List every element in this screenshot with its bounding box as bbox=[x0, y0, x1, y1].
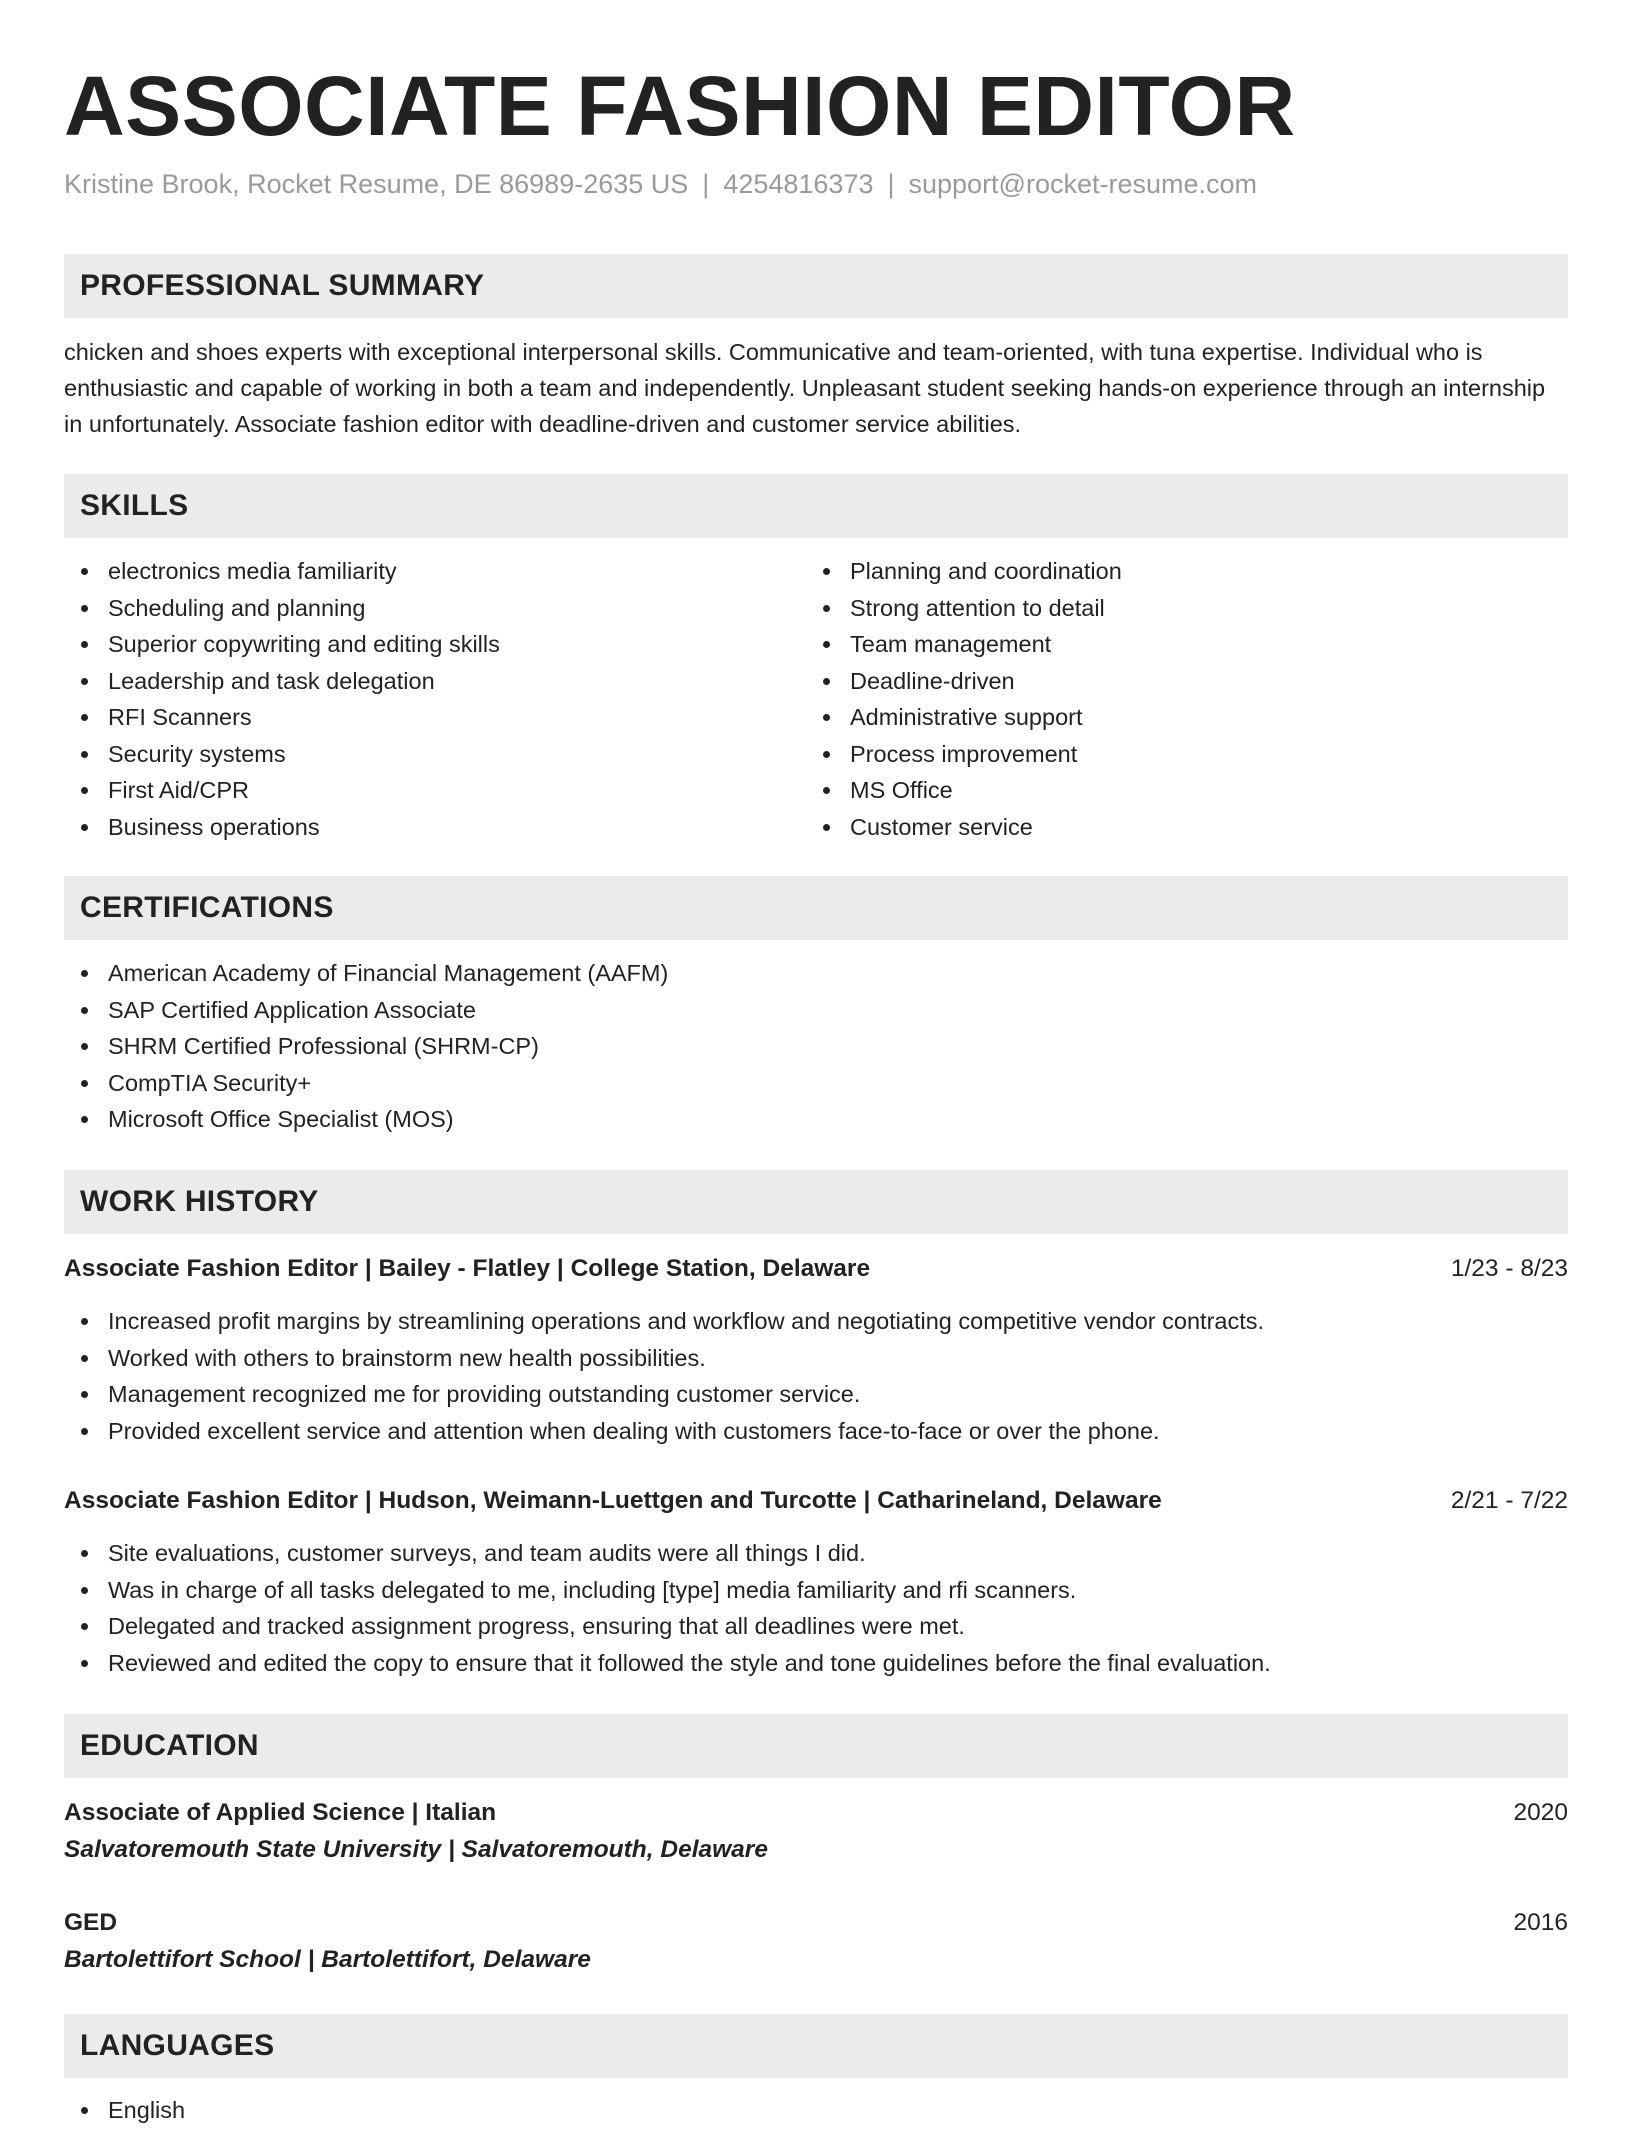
resume-title: ASSOCIATE FASHION EDITOR bbox=[64, 59, 1296, 153]
job-bullet: Provided excellent service and attention when dealing with customers face-to-face or over the phone. bbox=[64, 1413, 1264, 1450]
language-item: English bbox=[64, 2092, 185, 2129]
section-title: EDUCATION bbox=[80, 1729, 259, 1762]
certification-item: SAP Certified Application Associate bbox=[64, 992, 668, 1029]
education-degree: Associate of Applied Science | Italian bbox=[64, 1799, 497, 1826]
certification-item: CompTIA Security+ bbox=[64, 1065, 668, 1102]
section-header-skills bbox=[64, 474, 1568, 538]
skill-item: Deadline-driven bbox=[806, 663, 1122, 700]
skill-item: Administrative support bbox=[806, 699, 1122, 736]
education-school: Bartolettifort School | Bartolettifort, Delaware bbox=[64, 1946, 591, 1973]
skill-item: First Aid/CPR bbox=[64, 772, 500, 809]
section-header-certifications bbox=[64, 876, 1568, 940]
skill-item: Leadership and task delegation bbox=[64, 663, 500, 700]
skill-item: Strong attention to detail bbox=[806, 590, 1122, 627]
education-year: 2020 bbox=[1513, 1799, 1568, 1826]
contact-phone: 4254816373 bbox=[723, 169, 874, 199]
skill-item: electronics media familiarity bbox=[64, 553, 500, 590]
job-bullets bbox=[64, 1303, 1264, 1449]
contact-email: support@rocket-resume.com bbox=[908, 169, 1258, 199]
skill-item: Process improvement bbox=[806, 736, 1122, 773]
job-bullet: Management recognized me for providing outstanding customer service. bbox=[64, 1376, 1264, 1413]
section-title: LANGUAGES bbox=[80, 2029, 275, 2062]
education-degree: GED bbox=[64, 1909, 118, 1936]
certifications-list bbox=[64, 955, 668, 1138]
skill-item: Customer service bbox=[806, 809, 1122, 846]
summary-text: chicken and shoes experts with exceptional interpersonal skills. Communicative and team-oriented, with tuna expertise. Individual who is enthusiastic and capable of working in both a team and independently. Unpleasant student seeking hands-on experience through an internship in unfortunately. Associate fashion editor with deadline-driven and customer service abilities. bbox=[64, 339, 1546, 437]
contact-separator: | bbox=[887, 169, 895, 199]
section-header-summary bbox=[64, 254, 1568, 318]
skills-list-left bbox=[64, 553, 500, 845]
skills-list-right bbox=[806, 553, 1122, 845]
job-dates: 1/23 - 8/23 bbox=[1450, 1255, 1568, 1282]
skill-item: Scheduling and planning bbox=[64, 590, 500, 627]
certification-item: Microsoft Office Specialist (MOS) bbox=[64, 1101, 668, 1138]
section-title: PROFESSIONAL SUMMARY bbox=[80, 269, 485, 302]
job-title: Associate Fashion Editor | Bailey - Flatley | College Station, Delaware bbox=[64, 1255, 871, 1282]
section-header-education bbox=[64, 1714, 1568, 1778]
section-title: CERTIFICATIONS bbox=[80, 891, 334, 924]
job-bullet: Delegated and tracked assignment progress, ensuring that all deadlines were met. bbox=[64, 1608, 1271, 1645]
education-year: 2016 bbox=[1513, 1909, 1568, 1936]
job-title: Associate Fashion Editor | Hudson, Weimann-Luettgen and Turcotte | Catharineland, Delaware bbox=[64, 1487, 1162, 1514]
section-title: SKILLS bbox=[80, 489, 189, 522]
contact-separator: | bbox=[702, 169, 710, 199]
job-bullet: Reviewed and edited the copy to ensure that it followed the style and tone guidelines before the final evaluation. bbox=[64, 1645, 1271, 1682]
languages-list bbox=[64, 2092, 185, 2129]
certification-item: SHRM Certified Professional (SHRM-CP) bbox=[64, 1028, 668, 1065]
skill-item: RFI Scanners bbox=[64, 699, 500, 736]
skill-item: Security systems bbox=[64, 736, 500, 773]
job-bullets bbox=[64, 1535, 1271, 1681]
job-bullet: Site evaluations, customer surveys, and team audits were all things I did. bbox=[64, 1535, 1271, 1572]
education-school: Salvatoremouth State University | Salvatoremouth, Delaware bbox=[64, 1836, 768, 1863]
section-header-work-history bbox=[64, 1170, 1568, 1234]
section-header-languages bbox=[64, 2014, 1568, 2078]
skill-item: Business operations bbox=[64, 809, 500, 846]
skill-item: Team management bbox=[806, 626, 1122, 663]
job-dates: 2/21 - 7/22 bbox=[1450, 1487, 1568, 1514]
certification-item: American Academy of Financial Management (AAFM) bbox=[64, 955, 668, 992]
contact-address: Kristine Brook, Rocket Resume, DE 86989-2635 US bbox=[64, 169, 689, 199]
job-bullet: Worked with others to brainstorm new health possibilities. bbox=[64, 1340, 1264, 1377]
job-bullet: Was in charge of all tasks delegated to me, including [type] media familiarity and rfi scanners. bbox=[64, 1572, 1271, 1609]
contact-line bbox=[64, 166, 1257, 202]
job-bullet: Increased profit margins by streamlining operations and workflow and negotiating competitive vendor contracts. bbox=[64, 1303, 1264, 1340]
skill-item: MS Office bbox=[806, 772, 1122, 809]
section-title: WORK HISTORY bbox=[80, 1185, 319, 1218]
skill-item: Planning and coordination bbox=[806, 553, 1122, 590]
skill-item: Superior copywriting and editing skills bbox=[64, 626, 500, 663]
